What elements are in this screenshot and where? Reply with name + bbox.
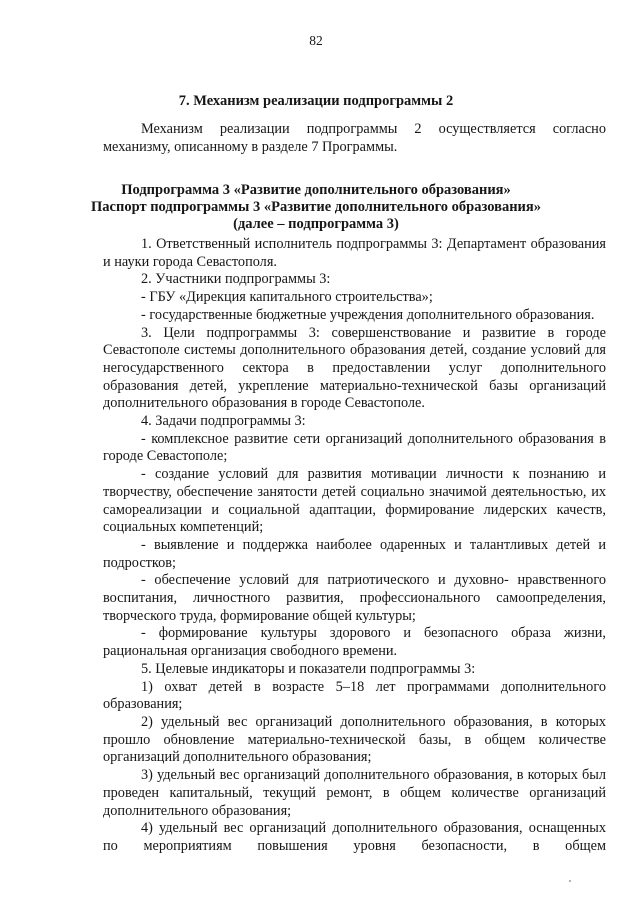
list-item: - ГБУ «Дирекция капитального строительства»; (141, 289, 433, 306)
paragraph-indicators: 5. Целевые индикаторы и показатели подпрограммы 3: (141, 660, 476, 677)
paragraph-tasks: 4. Задачи подпрограммы 3: (141, 413, 306, 430)
passport-title: Паспорт подпрограммы 3 «Развитие дополнительного образования» (91, 199, 541, 215)
paragraph-responsible: 1. Ответственный исполнитель подпрограммы 3: Департамент образования и науки города Севастополя. (103, 236, 606, 270)
passport-body (103, 236, 606, 856)
indicator-item: 4) удельный вес организаций дополнительного образования, оснащенных по мероприятиям повышения уровня безопасности, в общем (103, 820, 606, 854)
list-item: - создание условий для развития мотивации личности к познанию и творчеству, обеспечение занятости детей социально значимой деятельностью, их самореализации и социальной адаптации, формирование лидерских качеств, социальных компетенций; (103, 466, 606, 536)
paragraph-participants: 2. Участники подпрограммы 3: (141, 271, 331, 288)
indicator-item: 2) удельный вес организаций дополнительного образования, в которых прошло обновление материально-технической базы, в общем количестве организаций дополнительного образования; (103, 713, 606, 766)
indicator-item: 3) удельный вес организаций дополнительного образования, в которых был проведен капитальный, текущий ремонт, в общем количестве организаций дополнительного образования; (103, 767, 606, 819)
list-item: - формирование культуры здорового и безопасного образа жизни, рациональная организация свободного времени. (103, 625, 606, 660)
list-item: - обеспечение условий для патриотического и духовно- нравственного воспитания, личностного развития, профессионального самоопределения, творческого труда, формирование общей культуры; (103, 572, 606, 624)
list-item: - выявление и поддержка наиболее одаренных и талантливых детей и подростков; (103, 536, 606, 571)
page-number: 82 (309, 33, 323, 48)
paragraph-goals: 3. Цели подпрограммы 3: совершенствование и развитие в городе Севастополе системы дополнительного образования детей, создание условий для негосударственного сектора в предоставлении услуг дополнительного образования детей, укрепление материально-технической базы организаций дополнительного образования в городе Севастополе. (103, 324, 606, 412)
section-heading: 7. Механизм реализации подпрограммы 2 (178, 93, 454, 109)
subprogram-title: Подпрограмма 3 «Развитие дополнительного образования» (121, 182, 511, 198)
section-body (103, 121, 606, 156)
paragraph: Механизм реализации подпрограммы 2 осуществляется согласно механизму, описанному в разделе 7 Программы. (103, 121, 606, 155)
indicator-item: 1) охват детей в возрасте 5–18 лет программами дополнительного образования; (103, 678, 606, 713)
list-item: - государственные бюджетные учреждения дополнительного образования. (141, 306, 595, 323)
list-item: - комплексное развитие сети организаций дополнительного образования в городе Севастополе; (103, 430, 606, 465)
passport-subtitle: (далее – подпрограмма 3) (233, 216, 399, 232)
scan-artifact (569, 880, 571, 882)
